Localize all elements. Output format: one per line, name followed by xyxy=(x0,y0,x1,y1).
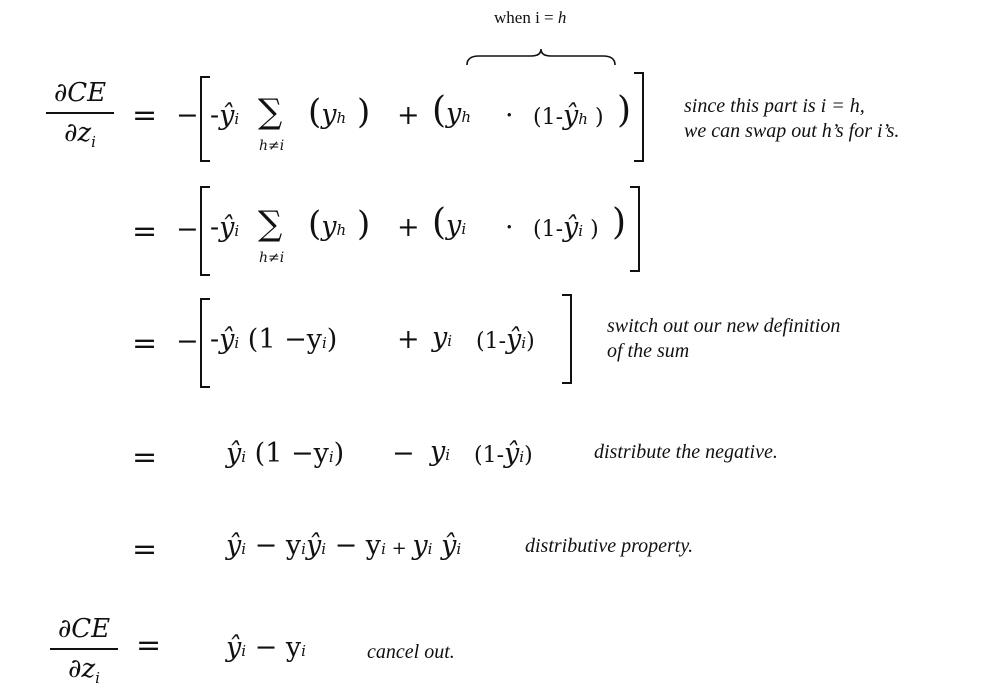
fraction-bar xyxy=(46,112,114,114)
row4-one-minus: (1-ŷi) xyxy=(474,438,533,469)
plus-sign-3: + xyxy=(397,324,420,355)
equals-sign-1: = xyxy=(132,98,158,133)
brace-label-var: h xyxy=(557,8,567,27)
row1-yh-group: (yh ) xyxy=(308,92,371,132)
sum-subscript-1: h≠i xyxy=(259,138,285,154)
left-bracket-1 xyxy=(200,76,210,162)
row2-left-term: -ŷi xyxy=(210,212,240,243)
sum-subscript-2: h≠i xyxy=(259,250,285,266)
brace-label-prefix: when i = xyxy=(494,8,558,27)
lhs-fraction-top xyxy=(44,78,116,151)
lhs-fraction-bottom xyxy=(48,614,120,687)
note1-line2: we can swap out h’s for i’s. xyxy=(684,120,900,142)
minus-sign-4: − xyxy=(392,438,415,469)
minus-sign-3: − xyxy=(176,326,199,357)
lhs-denominator: $\partial z_i$ xyxy=(64,117,96,151)
note3-line2: of the sum xyxy=(607,340,690,362)
row4-right-term: yi xyxy=(430,436,451,467)
minus-sign-1: − xyxy=(176,100,199,131)
equals-sign-5: = xyxy=(132,532,158,567)
row5-expression: ŷi − yiŷi − yi + yi ŷi xyxy=(226,530,462,561)
plus-sign-1: + xyxy=(397,100,420,131)
note-cancel-out: cancel out. xyxy=(367,641,455,663)
row1-one-minus: (1-ŷh ) xyxy=(533,100,604,131)
right-bracket-1 xyxy=(634,72,644,162)
brace-label xyxy=(494,8,566,28)
note1-line1: since this part is i = h, xyxy=(684,95,865,117)
note-distribute-negative: distribute the negative. xyxy=(594,441,778,463)
left-bracket-2 xyxy=(200,186,210,276)
row1-close-paren: ) xyxy=(617,90,632,131)
right-bracket-2 xyxy=(630,186,640,272)
right-bracket-3 xyxy=(562,294,572,384)
row2-one-minus: (1-ŷi ) xyxy=(533,212,599,243)
plus-sign-2: + xyxy=(397,212,420,243)
note3-line1: switch out our new definition xyxy=(607,315,841,337)
note-distributive-property: distributive property. xyxy=(525,535,694,557)
row2-close-paren: ) xyxy=(612,202,627,243)
left-bracket-3 xyxy=(200,298,210,388)
equals-sign-6: = xyxy=(136,628,162,663)
row3-one-minus: (1-ŷi) xyxy=(476,324,535,355)
row4-left-term: ŷi (1 −yi) xyxy=(226,438,345,469)
row1-left-term: -ŷi xyxy=(210,100,240,131)
sum-symbol-2: ∑ xyxy=(258,204,283,244)
equals-sign-4: = xyxy=(132,440,158,475)
row3-right-term: yi xyxy=(432,322,453,353)
note-new-definition xyxy=(607,314,840,364)
row3-left-term: -ŷi (1 −yi) xyxy=(210,324,338,355)
lhs-numerator: ∂CE xyxy=(53,78,107,108)
equals-sign-3: = xyxy=(132,326,158,361)
row2-yh-group: (yh ) xyxy=(308,204,371,244)
sum-symbol-1: ∑ xyxy=(258,92,283,132)
row2-right-group: (yi xyxy=(432,202,467,243)
equals-sign-2: = xyxy=(132,214,158,249)
dot-operator-1: · xyxy=(505,100,514,131)
minus-sign-2: − xyxy=(176,214,199,245)
note-swap-h-for-i xyxy=(684,94,899,144)
fraction-bar-2 xyxy=(50,648,118,650)
lhs-denominator-2: $\partial z_i$ xyxy=(68,653,100,687)
lhs-numerator-2: ∂CE xyxy=(57,614,111,644)
row1-right-group: (yh xyxy=(432,90,471,131)
curly-brace xyxy=(465,48,617,66)
dot-operator-2: · xyxy=(505,212,514,243)
row6-expression: ŷi − yi xyxy=(226,632,306,663)
